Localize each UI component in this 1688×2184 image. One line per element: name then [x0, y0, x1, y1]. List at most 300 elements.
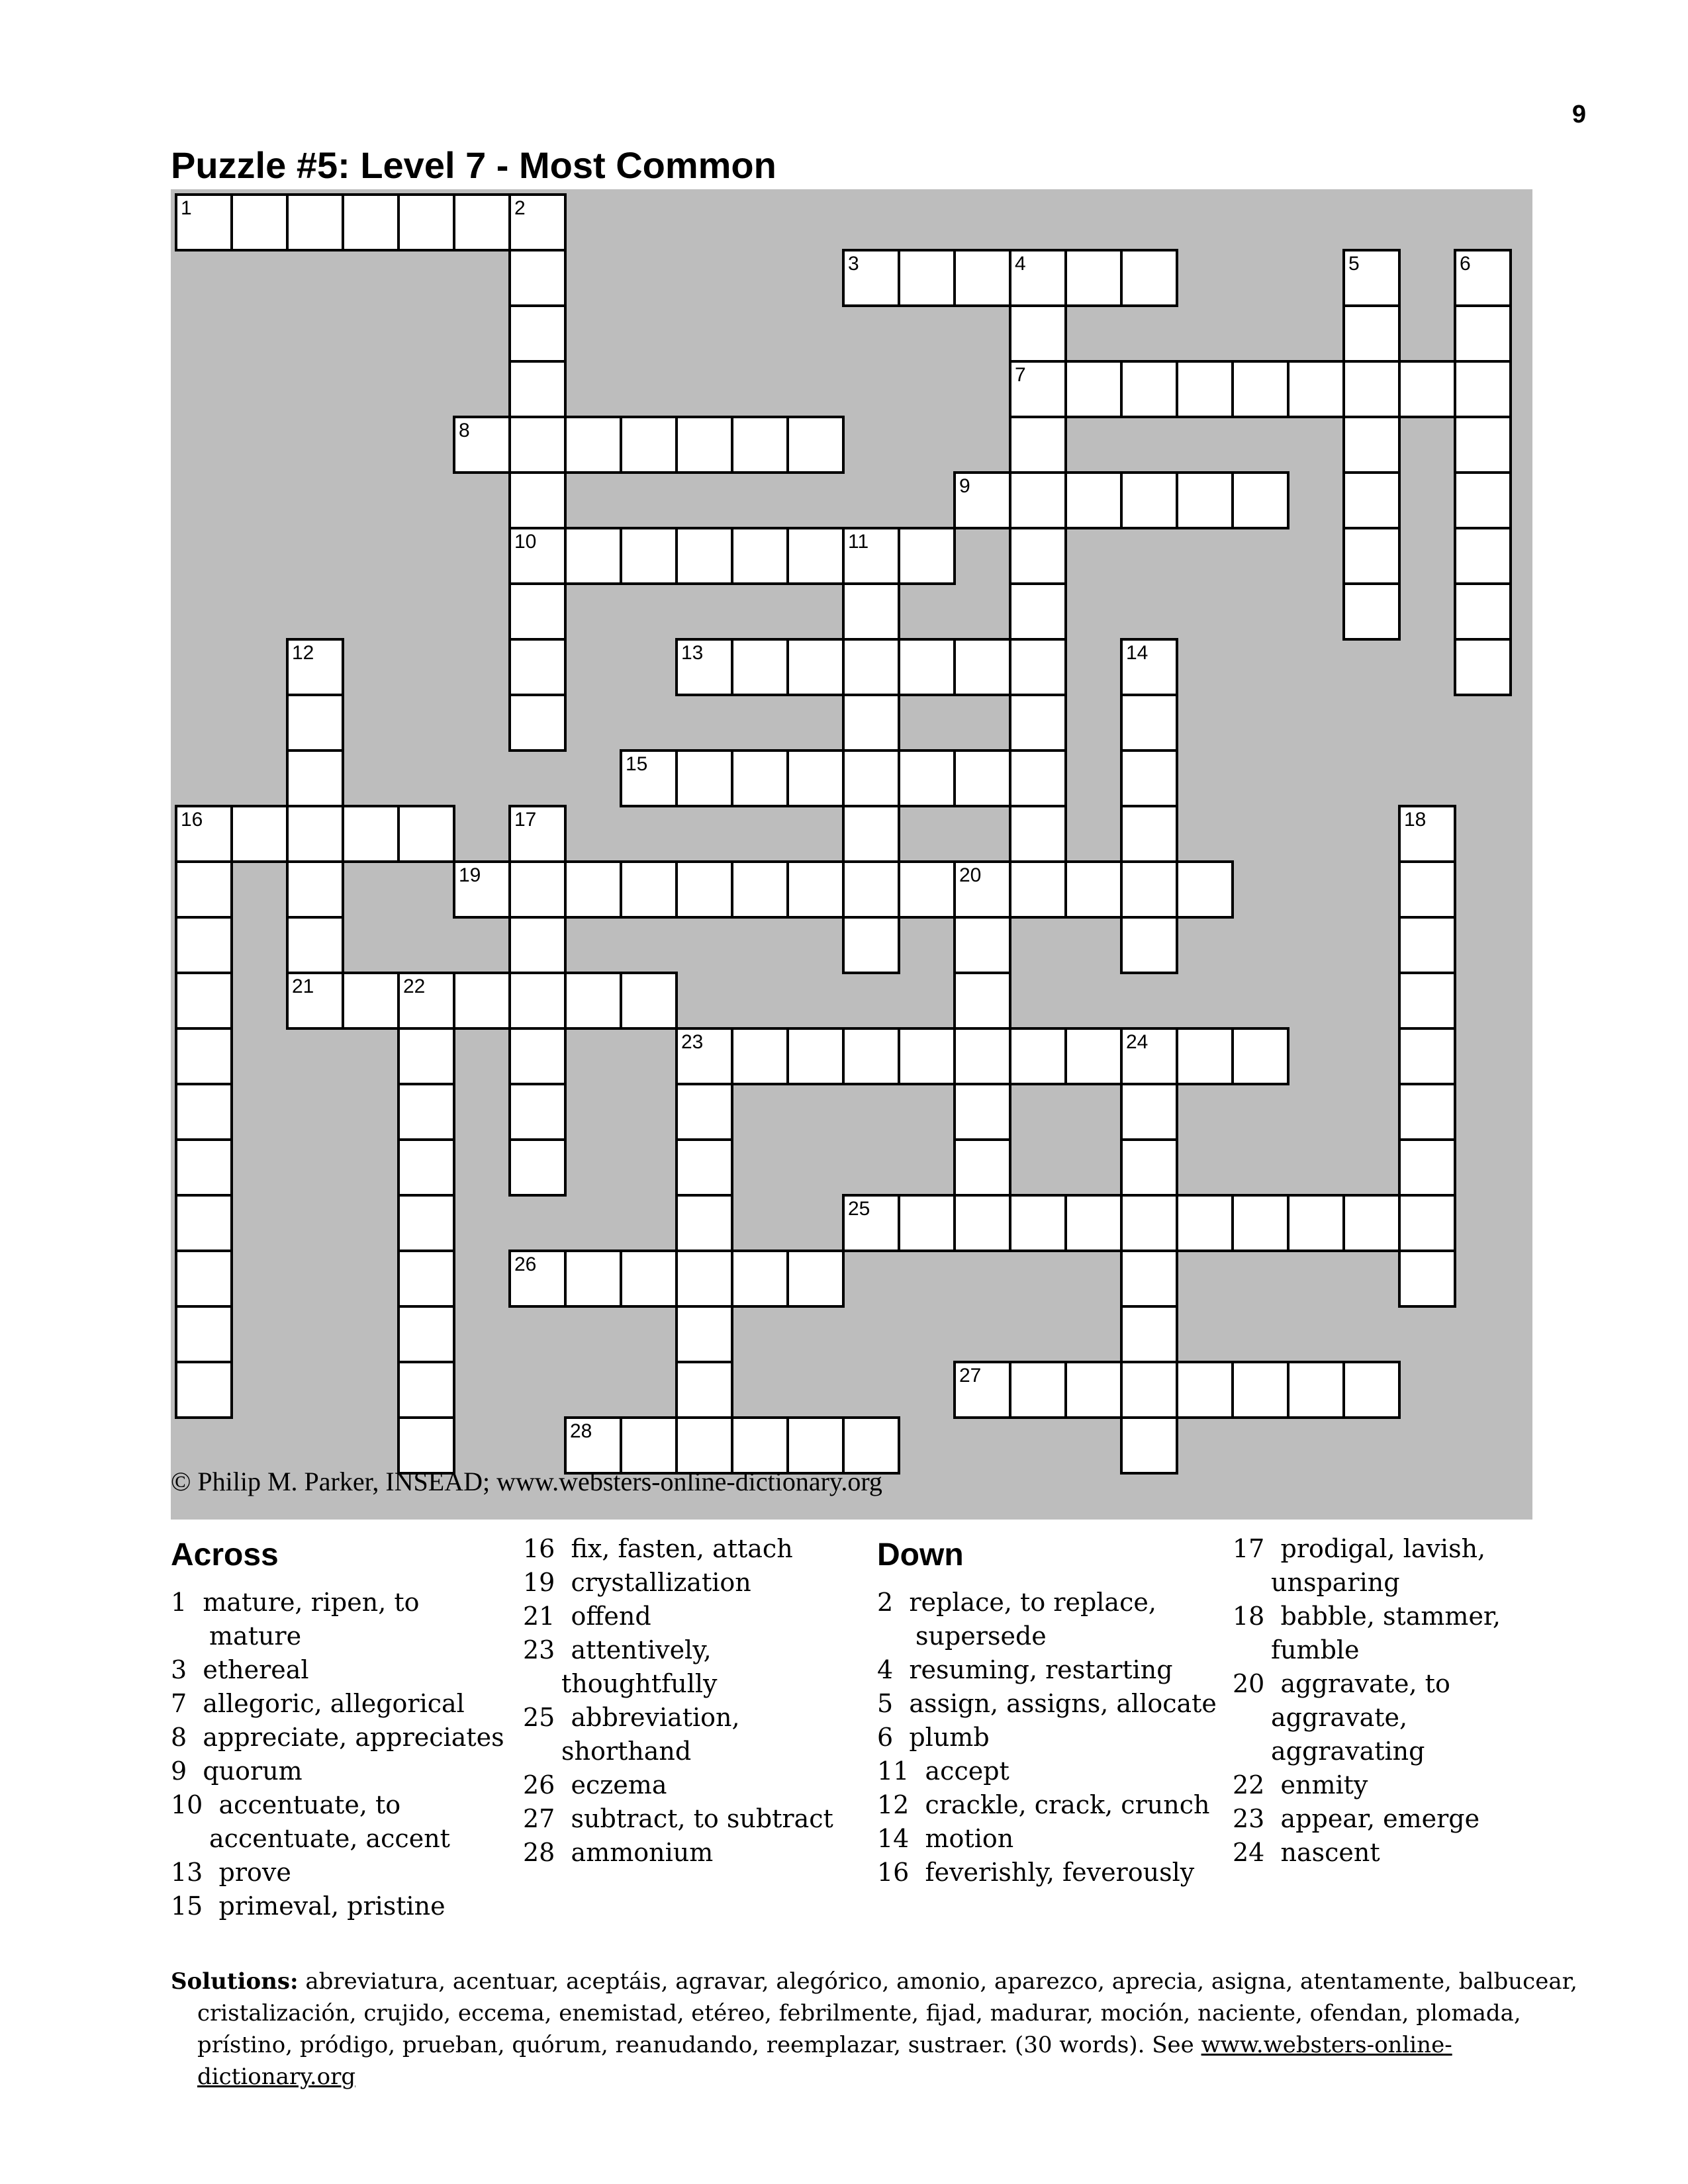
cell-number-19: 19 — [459, 864, 481, 886]
grid-cell[interactable] — [1288, 1195, 1344, 1251]
clue-number: 13 — [171, 1858, 203, 1887]
down-clue-list-continued — [1233, 1532, 1550, 1870]
cell-number-25: 25 — [848, 1198, 870, 1220]
grid-cell[interactable] — [788, 862, 843, 917]
across-clue-27 — [523, 1802, 867, 1836]
grid-cell[interactable] — [899, 1028, 955, 1084]
grid-cell[interactable] — [399, 195, 454, 250]
clue-text: subtract, to subtract — [555, 1804, 833, 1833]
grid-cell[interactable] — [287, 695, 343, 751]
across-clue-8 — [171, 1721, 515, 1754]
grid-cell[interactable] — [732, 862, 788, 917]
clue-number: 20 — [1233, 1669, 1265, 1698]
solutions-link[interactable]: www.websters-online-dictionary.org — [197, 2032, 1452, 2090]
grid-cell[interactable] — [1344, 473, 1399, 528]
grid-cell[interactable] — [899, 639, 955, 695]
cell-number-7: 7 — [1015, 364, 1026, 386]
across-clue-26 — [523, 1768, 867, 1802]
copyright-notice: © Philip M. Parker, INSEAD; www.websters-online-dictionary.org — [171, 1467, 882, 1496]
cell-number-28: 28 — [570, 1420, 592, 1442]
grid-cell[interactable] — [899, 528, 955, 584]
crossword-grid — [171, 189, 1532, 1520]
grid-cell[interactable] — [176, 1195, 232, 1251]
clue-text: assign, assigns, allocate — [893, 1689, 1217, 1718]
grid-cell[interactable] — [1010, 417, 1066, 473]
across-clues-column-2 — [523, 1532, 867, 1870]
grid-cell[interactable] — [176, 1084, 232, 1140]
grid-cell[interactable] — [176, 1362, 232, 1418]
grid-cell[interactable] — [1399, 361, 1455, 417]
grid-cell[interactable] — [454, 973, 510, 1028]
grid-cell[interactable] — [1233, 473, 1288, 528]
grid-cell[interactable] — [1177, 1195, 1233, 1251]
grid-cell[interactable] — [955, 250, 1010, 306]
grid-cell[interactable] — [1344, 1362, 1399, 1418]
grid-cell[interactable] — [1010, 806, 1066, 862]
across-clue-3 — [171, 1653, 515, 1687]
grid-cell[interactable] — [1121, 473, 1177, 528]
down-clue-22 — [1233, 1768, 1550, 1802]
across-clue-10 — [171, 1788, 515, 1856]
grid-cell[interactable] — [677, 1084, 732, 1140]
grid-cell[interactable] — [1010, 639, 1066, 695]
grid-cell[interactable] — [732, 1251, 788, 1306]
across-clues-column — [171, 1526, 515, 1923]
across-clue-25 — [523, 1701, 867, 1768]
grid-cell[interactable] — [1455, 639, 1511, 695]
grid-cell[interactable] — [510, 1028, 565, 1084]
grid-cell[interactable] — [176, 1251, 232, 1306]
grid-cell[interactable] — [1121, 1306, 1177, 1362]
cell-number-14: 14 — [1126, 642, 1149, 664]
grid-cell[interactable] — [732, 528, 788, 584]
grid-cell[interactable] — [788, 639, 843, 695]
grid-cell[interactable] — [510, 862, 565, 917]
clue-number: 18 — [1233, 1602, 1265, 1631]
grid-cell[interactable] — [1455, 417, 1511, 473]
clue-text: ethereal — [187, 1655, 309, 1684]
grid-cell[interactable] — [788, 751, 843, 806]
cell-number-11: 11 — [848, 531, 869, 553]
across-heading: Across — [171, 1537, 279, 1572]
across-clue-15 — [171, 1889, 515, 1923]
grid-cell[interactable] — [343, 806, 399, 862]
grid-cell[interactable] — [955, 1028, 1010, 1084]
cell-number-4: 4 — [1015, 253, 1026, 275]
cell-number-15: 15 — [626, 753, 648, 775]
grid-cell[interactable] — [843, 806, 899, 862]
grid-cell[interactable] — [399, 1251, 454, 1306]
grid-cell[interactable] — [1066, 862, 1121, 917]
clue-text: aggravate, to aggravate, aggravating — [1264, 1669, 1450, 1766]
grid-cell[interactable] — [843, 1028, 899, 1084]
down-clue-18 — [1233, 1600, 1550, 1667]
grid-cell[interactable] — [843, 584, 899, 639]
grid-cell[interactable] — [565, 1251, 621, 1306]
across-clue-9 — [171, 1754, 515, 1788]
clue-text: resuming, restarting — [893, 1655, 1173, 1684]
clue-text: allegoric, allegorical — [187, 1689, 465, 1718]
clue-number: 17 — [1233, 1534, 1265, 1563]
grid-cell[interactable] — [955, 1084, 1010, 1140]
grid-cell[interactable] — [677, 528, 732, 584]
cell-number-20: 20 — [959, 864, 982, 886]
grid-cell[interactable] — [1066, 473, 1121, 528]
clue-text: prodigal, lavish, unsparing — [1264, 1534, 1486, 1597]
clue-number: 22 — [1233, 1770, 1265, 1799]
grid-cell[interactable] — [1121, 1251, 1177, 1306]
grid-cell[interactable] — [1066, 361, 1121, 417]
down-clue-11 — [877, 1754, 1221, 1788]
clue-text: eczema — [555, 1770, 667, 1799]
grid-cell[interactable] — [1399, 1251, 1455, 1306]
grid-cell[interactable] — [843, 639, 899, 695]
down-clue-16 — [877, 1856, 1221, 1889]
cell-number-13: 13 — [681, 642, 704, 664]
across-clue-7 — [171, 1687, 515, 1721]
grid-cell[interactable] — [1121, 361, 1177, 417]
solutions-text: abreviatura, acentuar, aceptáis, agravar, alegórico, amonio, aparezco, aprecia, asigna, atentamente, balbucear, cristalización, crujido, eccema, enemistad, etéreo, febrilmente, fijad, madurar, moción, naciente, ofendan, plomada, prístino, pródigo, prueban, quórum, reanudando, reemplazar, sustraer. (30 words). See — [197, 1968, 1577, 2058]
grid-cell[interactable] — [1399, 917, 1455, 973]
grid-cell[interactable] — [1455, 528, 1511, 584]
grid-cell[interactable] — [1344, 1195, 1399, 1251]
grid-cell[interactable] — [1399, 1195, 1455, 1251]
grid-cell[interactable] — [732, 417, 788, 473]
clue-text: accept — [909, 1756, 1009, 1786]
down-clue-14 — [877, 1822, 1221, 1856]
down-clue-list — [877, 1586, 1221, 1889]
grid-cell[interactable] — [788, 528, 843, 584]
clue-text: prove — [203, 1858, 291, 1887]
across-clue-16 — [523, 1532, 867, 1566]
grid-cell[interactable] — [1455, 306, 1511, 361]
grid-cell[interactable] — [899, 1195, 955, 1251]
grid-cell[interactable] — [1121, 862, 1177, 917]
cell-number-3: 3 — [848, 253, 859, 275]
grid-cell[interactable] — [1010, 751, 1066, 806]
grid-cell[interactable] — [1399, 1028, 1455, 1084]
grid-cell[interactable] — [955, 917, 1010, 973]
grid-cell[interactable] — [510, 250, 565, 306]
clue-number: 23 — [523, 1635, 555, 1664]
grid-cell[interactable] — [955, 1195, 1010, 1251]
clue-number: 24 — [1233, 1838, 1265, 1867]
cell-number-8: 8 — [459, 420, 470, 441]
grid-cell[interactable] — [287, 917, 343, 973]
grid-cell[interactable] — [1288, 361, 1344, 417]
grid-cell[interactable] — [677, 1195, 732, 1251]
cell-number-10: 10 — [514, 531, 537, 553]
grid-cell[interactable] — [1066, 250, 1121, 306]
clue-text: crystallization — [555, 1568, 751, 1597]
grid-cell[interactable] — [1066, 1028, 1121, 1084]
grid-cell[interactable] — [399, 1028, 454, 1084]
grid-cell[interactable] — [1177, 473, 1233, 528]
across-clue-1 — [171, 1586, 515, 1653]
grid-cell[interactable] — [843, 751, 899, 806]
grid-cell[interactable] — [1399, 1140, 1455, 1195]
clue-number: 19 — [523, 1568, 555, 1597]
cell-number-5: 5 — [1348, 253, 1360, 275]
grid-cell[interactable] — [677, 1418, 732, 1473]
grid-cell[interactable] — [677, 1251, 732, 1306]
grid-cell[interactable] — [1121, 695, 1177, 751]
grid-cell[interactable] — [510, 473, 565, 528]
grid-cell[interactable] — [1121, 1362, 1177, 1418]
grid-cell[interactable] — [1177, 862, 1233, 917]
grid-cell[interactable] — [1121, 806, 1177, 862]
clue-number: 16 — [877, 1858, 910, 1887]
grid-cell[interactable] — [565, 417, 621, 473]
cell-number-26: 26 — [514, 1253, 537, 1275]
grid-cell[interactable] — [621, 1418, 677, 1473]
grid-cell[interactable] — [1010, 1362, 1066, 1418]
grid-cell[interactable] — [955, 973, 1010, 1028]
grid-cell[interactable] — [843, 695, 899, 751]
grid-cell[interactable] — [732, 1418, 788, 1473]
down-clue-12 — [877, 1788, 1221, 1822]
grid-cell[interactable] — [565, 528, 621, 584]
grid-cell[interactable] — [1121, 751, 1177, 806]
clue-number: 21 — [523, 1602, 555, 1631]
grid-cell[interactable] — [1288, 1362, 1344, 1418]
down-clue-4 — [877, 1653, 1221, 1687]
cell-number-1: 1 — [181, 197, 192, 219]
grid-cell[interactable] — [1344, 361, 1399, 417]
grid-cell[interactable] — [621, 528, 677, 584]
cell-number-22: 22 — [403, 976, 426, 997]
grid-cell[interactable] — [1121, 1140, 1177, 1195]
clue-text: attentively, thoughtfully — [555, 1635, 718, 1698]
grid-cell[interactable] — [1121, 250, 1177, 306]
grid-cell[interactable] — [1121, 1418, 1177, 1473]
clue-number: 14 — [877, 1824, 910, 1853]
grid-cell[interactable] — [1455, 584, 1511, 639]
grid-cell[interactable] — [510, 639, 565, 695]
grid-cell[interactable] — [399, 806, 454, 862]
grid-cell[interactable] — [565, 973, 621, 1028]
grid-cell[interactable] — [510, 306, 565, 361]
grid-cell[interactable] — [399, 1418, 454, 1473]
grid-cell[interactable] — [1399, 1084, 1455, 1140]
grid-cell[interactable] — [843, 862, 899, 917]
grid-cell[interactable] — [176, 1306, 232, 1362]
across-clue-23 — [523, 1633, 867, 1701]
cell-number-24: 24 — [1126, 1031, 1149, 1053]
grid-cell[interactable] — [510, 973, 565, 1028]
grid-cell[interactable] — [1233, 361, 1288, 417]
grid-cell[interactable] — [1344, 306, 1399, 361]
grid-cell[interactable] — [788, 1028, 843, 1084]
grid-cell[interactable] — [621, 973, 677, 1028]
clue-number: 5 — [877, 1689, 894, 1718]
grid-cell[interactable] — [1010, 584, 1066, 639]
clue-number: 2 — [877, 1588, 894, 1617]
grid-cell[interactable] — [510, 584, 565, 639]
grid-cell[interactable] — [1177, 1028, 1233, 1084]
grid-cell[interactable] — [1455, 473, 1511, 528]
clue-number: 15 — [171, 1891, 203, 1921]
cell-number-21: 21 — [292, 976, 314, 997]
grid-cell[interactable] — [343, 973, 399, 1028]
grid-cell[interactable] — [899, 751, 955, 806]
grid-cell[interactable] — [843, 917, 899, 973]
grid-cell[interactable] — [677, 1140, 732, 1195]
grid-cell[interactable] — [1010, 1028, 1066, 1084]
cell-number-16: 16 — [181, 809, 203, 831]
grid-cell[interactable] — [1455, 361, 1511, 417]
grid-cell[interactable] — [677, 1362, 732, 1418]
clue-number: 1 — [171, 1588, 187, 1617]
grid-cell[interactable] — [343, 195, 399, 250]
grid-cell[interactable] — [955, 1140, 1010, 1195]
clue-text: primeval, pristine — [203, 1891, 445, 1921]
grid-cell[interactable] — [621, 1251, 677, 1306]
grid-cell[interactable] — [176, 973, 232, 1028]
grid-cell[interactable] — [843, 1418, 899, 1473]
clue-text: crackle, crack, crunch — [909, 1790, 1210, 1819]
grid-cell[interactable] — [1010, 1195, 1066, 1251]
clue-number: 3 — [171, 1655, 187, 1684]
puzzle-title: Puzzle #5: Level 7 - Most Common — [171, 144, 776, 186]
grid-cell[interactable] — [287, 806, 343, 862]
grid-cell[interactable] — [399, 1362, 454, 1418]
grid-cell[interactable] — [176, 862, 232, 917]
clue-text: replace, to replace, supersede — [893, 1588, 1156, 1651]
grid-cell[interactable] — [1010, 695, 1066, 751]
grid-cell[interactable] — [1121, 917, 1177, 973]
grid-cell[interactable] — [677, 862, 732, 917]
grid-cell[interactable] — [788, 417, 843, 473]
grid-cell[interactable] — [732, 751, 788, 806]
grid-cell[interactable] — [1066, 1362, 1121, 1418]
clue-number: 28 — [523, 1838, 555, 1867]
grid-cell[interactable] — [232, 806, 287, 862]
grid-cell[interactable] — [1344, 417, 1399, 473]
down-clue-20 — [1233, 1667, 1550, 1768]
grid-cell[interactable] — [454, 195, 510, 250]
grid-cell[interactable] — [399, 1084, 454, 1140]
grid-cell[interactable] — [1010, 862, 1066, 917]
clue-text: enmity — [1264, 1770, 1368, 1799]
clue-number: 12 — [877, 1790, 910, 1819]
down-clue-6 — [877, 1721, 1221, 1754]
grid-cell[interactable] — [399, 1195, 454, 1251]
grid-cell[interactable] — [176, 1028, 232, 1084]
clue-number: 23 — [1233, 1804, 1265, 1833]
grid-cell[interactable] — [510, 695, 565, 751]
grid-cell[interactable] — [1010, 528, 1066, 584]
grid-cell[interactable] — [1121, 1195, 1177, 1251]
grid-cell[interactable] — [510, 361, 565, 417]
grid-cell[interactable] — [287, 862, 343, 917]
cell-number-6: 6 — [1460, 253, 1471, 275]
clue-text: feverishly, feverously — [909, 1858, 1195, 1887]
grid-cell[interactable] — [788, 1418, 843, 1473]
grid-cell[interactable] — [1399, 862, 1455, 917]
grid-cell[interactable] — [621, 417, 677, 473]
grid-cell[interactable] — [1344, 584, 1399, 639]
grid-cell[interactable] — [677, 417, 732, 473]
grid-cell[interactable] — [287, 195, 343, 250]
across-clue-13 — [171, 1856, 515, 1889]
cell-number-12: 12 — [292, 642, 314, 664]
grid-cell[interactable] — [399, 1140, 454, 1195]
grid-cell[interactable] — [176, 1140, 232, 1195]
clue-number: 25 — [523, 1703, 555, 1732]
grid-cell[interactable] — [287, 751, 343, 806]
grid-cell[interactable] — [510, 1084, 565, 1140]
clue-number: 8 — [171, 1723, 187, 1752]
clue-text: mature, ripen, to mature — [187, 1588, 420, 1651]
grid-cell[interactable] — [510, 417, 565, 473]
grid-cell[interactable] — [1177, 1362, 1233, 1418]
clue-text: abbreviation, shorthand — [555, 1703, 740, 1766]
clue-text: nascent — [1264, 1838, 1380, 1867]
grid-cell[interactable] — [1177, 361, 1233, 417]
grid-cell[interactable] — [1010, 306, 1066, 361]
grid-cell[interactable] — [1233, 1362, 1288, 1418]
across-clue-list-continued — [523, 1532, 867, 1870]
grid-cell[interactable] — [1066, 1195, 1121, 1251]
across-clue-19 — [523, 1566, 867, 1600]
grid-cell[interactable] — [399, 1306, 454, 1362]
cell-number-18: 18 — [1404, 809, 1427, 831]
clue-number: 16 — [523, 1534, 555, 1563]
grid-cell[interactable] — [899, 862, 955, 917]
grid-cell[interactable] — [1010, 473, 1066, 528]
grid-cell[interactable] — [732, 639, 788, 695]
clue-text: accentuate, to accentuate, accent — [203, 1790, 450, 1853]
down-clue-23 — [1233, 1802, 1550, 1836]
grid-cell[interactable] — [510, 917, 565, 973]
grid-cell[interactable] — [1233, 1195, 1288, 1251]
grid-cell[interactable] — [677, 751, 732, 806]
grid-cell[interactable] — [732, 1028, 788, 1084]
grid-cell[interactable] — [621, 862, 677, 917]
grid-cell[interactable] — [565, 862, 621, 917]
clue-text: motion — [909, 1824, 1014, 1853]
down-heading: Down — [877, 1537, 964, 1572]
grid-cell[interactable] — [955, 751, 1010, 806]
down-clue-17 — [1233, 1532, 1550, 1600]
clue-text: appreciate, appreciates — [187, 1723, 504, 1752]
grid-cell[interactable] — [955, 639, 1010, 695]
clue-text: babble, stammer, fumble — [1264, 1602, 1501, 1664]
clue-text: fix, fasten, attach — [555, 1534, 793, 1563]
grid-cell[interactable] — [1399, 973, 1455, 1028]
clue-number: 6 — [877, 1723, 894, 1752]
grid-cell[interactable] — [677, 1306, 732, 1362]
across-clue-list — [171, 1586, 515, 1923]
cell-number-9: 9 — [959, 475, 970, 497]
down-clues-column-2 — [1233, 1532, 1550, 1870]
grid-cell[interactable] — [1344, 528, 1399, 584]
crossword-grid-svg — [171, 189, 1532, 1520]
clue-text: appear, emerge — [1264, 1804, 1480, 1833]
grid-cell[interactable] — [1121, 1084, 1177, 1140]
grid-cell[interactable] — [176, 917, 232, 973]
grid-cell[interactable] — [1233, 1028, 1288, 1084]
grid-cell[interactable] — [510, 1140, 565, 1195]
clue-number: 26 — [523, 1770, 555, 1799]
grid-cell[interactable] — [788, 1251, 843, 1306]
grid-cell[interactable] — [232, 195, 287, 250]
clue-number: 11 — [877, 1756, 910, 1786]
grid-cell[interactable] — [899, 250, 955, 306]
cell-number-27: 27 — [959, 1365, 982, 1387]
clue-number: 9 — [171, 1756, 187, 1786]
